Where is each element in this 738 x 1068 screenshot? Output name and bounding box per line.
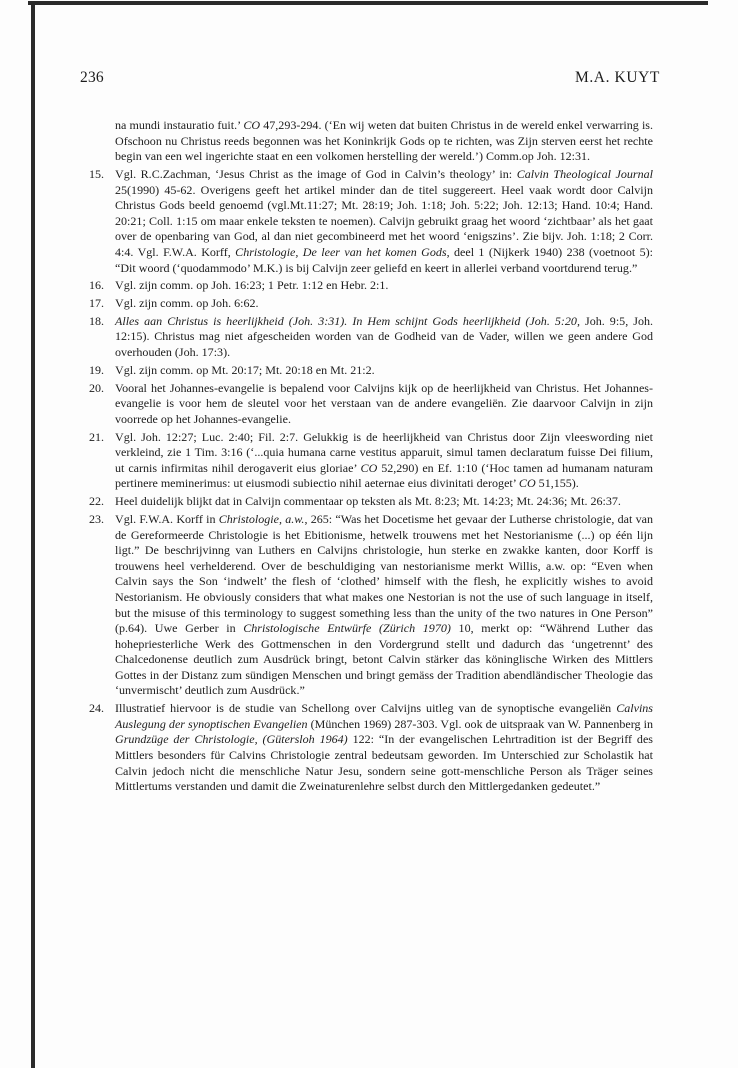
footnote-italic-text: Calvin Theological Journal [516, 166, 653, 181]
footnote-text: 52,290) en Ef. 1:10 (‘Hoc tamen ad humanam naturam pertinere meminerimus: ut eiusmodi subiectio nihil aeternae eius divinitati deroget’ [115, 460, 654, 491]
footnote-number: 23. [88, 511, 104, 526]
footnote-number: 20. [88, 380, 104, 395]
footnote-text: , deel 1 (Nijkerk 1940) 238 (voetnoot 5): “Dit woord (‘quodammodo’ M.K.) is bij Calvijn zeer geliefd en keert in allerlei verband voortdurend terug.” [115, 244, 653, 275]
footnote-number: 18. [88, 313, 104, 328]
footnotes-block [80, 118, 653, 797]
footnote-text: 122: “In der evangelischen Lehrtradition ist der Begriff des Mittlers besonders für Calvins Christologie zentral bedeutsam geworden. Im Unterschied zur Scholastik hat Calvin jedoch nicht die menschliche Natur Jesu, sondern seine gott-menschliche Person als Träger seines Mittlertums verstanden und damit die Zweinaturenlehre selbst durch den Mittlergedanken gedeutet.” [115, 732, 653, 794]
footnote-text: Vgl. zijn comm. op Joh. 16:23; 1 Petr. 1:12 en Hebr. 2:1. [115, 278, 389, 293]
footnote-text: 51,155). [535, 476, 579, 491]
footnote-text: Vgl. F.W.A. Korff in [115, 511, 219, 526]
footnote-16 [80, 278, 653, 294]
footnote-italic-text: Grundzüge der Christologie, (Gütersloh 1964) [115, 732, 348, 747]
footnote-text: Vooral het Johannes-evangelie is bepalend voor Calvijns kijk op de heerlijkheid van Christus. Het Johannes-evangelie is voor hem de sleutel voor het verstaan van de andere evangeliën. Zie daarvoor Calvijn in zijn voorrede op het Johannes-evangelie. [115, 380, 653, 426]
footnote-number: 19. [88, 362, 104, 377]
scan-border-left [31, 1, 35, 1068]
footnote-number: 15. [88, 166, 104, 181]
footnote-text: Joh. 9:5, Joh. 12:15). Christus mag niet afgescheiden worden van de Godheid van de Vader, willen we geen andere God overhouden (Joh. 17:3). [115, 313, 653, 360]
footnote-23 [80, 512, 653, 699]
footnote-text: 25(1990) 45-62. Overigens geeft het artikel minder dan de titel suggereert. Heel vaak wordt door Calvijn Christus Gods beeld genoemd (vgl.Mt.11:27; Mt. 28:19; Joh. 1:18; Joh. 5:22; Joh. 12:13; Hand. 10:4; Hand. 20:21; Coll. 1:15 om maar enkele teksten te noemen). Calvijn gebruikt graag het woord ‘zichtbaar’ als het gaat over de openbaring van God, al dan niet gecombineerd met het woord ‘enigszins’. Zie bijv. Joh. 1:18; 2 Corr. 4:4. Vgl. F.W.A. Korff, [115, 182, 653, 259]
footnote-text: Vgl. zijn comm. op Mt. 20:17; Mt. 20:18 en Mt. 21:2. [115, 362, 375, 377]
footnote-19 [80, 363, 653, 379]
footnote-italic-text: Christologische Entwürfe (Zürich 1970) [243, 621, 451, 636]
footnote-24 [80, 701, 653, 795]
footnote-text: Vgl. Joh. 12:27; Luc. 2:40; Fil. 2:7. Gelukkig is de heerlijkheid van Christus door Zijn vleeswording niet verkleind, zie 1 Tim. 3:16 (‘...quia humana carne vestitus apparuit, simul tamen declaratum fuisse Dei filium, ut carnis infirmitas nihil derogaverit eius gloriae’ [115, 429, 653, 475]
footnote-italic-text: Christologie, De leer van het komen Gods [235, 244, 447, 259]
footnote-italic-text: Alles aan Christus is heerlijkheid (Joh. 3:31). In Hem schijnt Gods heerlijkheid (Joh. 5:20, [115, 313, 580, 328]
footnote-italic-text: CO [518, 476, 536, 491]
footnote-italic-text: Calvins Auslegung der synoptischen Evangelien [115, 701, 653, 731]
footnote-text: (München 1969) 287-303. Vgl. ook de uitspraak van W. Pannenberg in [307, 716, 653, 731]
footnote-text: 10, merkt op: “Während Luther das hohepriesterliche Werk des Gottmenschen in den Vordergrund stellt und dadurch das ‘ungetrennt’ des Chalcedonense deutlich zum Ausdrück bringt, betont Calvin stärker das köninglische Wirken des Mittlers Gottes in der Distanz zum sündigen Menschen und bringt gemäss der Tradition abendländischer Theologie das ‘unvermischt’ deutlich zum Ausdrück.” [115, 621, 653, 698]
footnote-text: na mundi instauratio fuit.’ [115, 118, 244, 132]
footnote-number: 22. [88, 494, 104, 509]
footnote-text: 47,293-294. (‘En wij weten dat buiten Christus in de wereld enkel verwarring is. Ofschoon nu Christus reeds begonnen was het Koninkrijk Gods op te richten, was Zijn sterven eerst het rechte begin van een wel ingerichte staat en een volkomen herstelling der wereld.’) Comm.op Joh. 12:31. [115, 118, 654, 164]
footnote-15 [80, 167, 653, 276]
footnote-continuation [80, 118, 653, 165]
footnote-text: Vgl. zijn comm. op Joh. 6:62. [115, 296, 259, 311]
footnote-number: 16. [88, 278, 104, 293]
footnote-20 [80, 381, 653, 428]
footnote-text: Illustratief hiervoor is de studie van Schellong over Calvijns uitleg van de synoptische evangeliën [115, 701, 617, 716]
scan-border-top [28, 1, 708, 5]
footnote-number: 21. [88, 429, 104, 444]
running-head: M.A. KUYT [574, 69, 660, 86]
footnote-italic-text: Christologie, a.w. [218, 511, 305, 526]
footnote-22 [80, 494, 653, 510]
footnote-number: 24. [88, 701, 104, 716]
footnote-text: Heel duidelijk blijkt dat in Calvijn commentaar op teksten als Mt. 8:23; Mt. 14:23; Mt. 24:36; Mt. 26:37. [115, 494, 621, 509]
footnote-text: , 265: “Was het Docetisme het gevaar der Lutherse christologie, dat van de Gereformeerde Christologie is het Ebitionisme, hetwelk trouwens met het Nestorianisme (...) op één lijn ligt.” De beschrijvinng van Luthers en Calvijns christologie, hun sterke en zwakke kanten, door Korff is trouwens heel verhelderend. Over de beschuldiging van nestorianisme merkt Willis, a.w. op: “Even when Calvin says the Son ‘indwelt’ the flesh of ‘clothed’ himself with the flesh, he explicitly wishes to avoid Nestorianism. He obviously considers that what makes one Nestorian is not the use of such language in itself, but the misuse of this terminology to suggest something less than the unity of the two natures in One Person” (p.64). Uwe Gerber in [115, 511, 653, 636]
footnote-number: 17. [88, 296, 104, 311]
footnote-21 [80, 430, 653, 492]
footnote-text: Vgl. R.C.Zachman, ‘Jesus Christ as the image of God in Calvin’s theology’ in: [115, 166, 517, 181]
page-number: 236 [80, 69, 104, 86]
footnote-italic-text: CO [243, 118, 261, 132]
footnote-italic-text: CO [360, 460, 378, 475]
footnote-17 [80, 296, 653, 312]
footnote-18 [80, 314, 653, 361]
